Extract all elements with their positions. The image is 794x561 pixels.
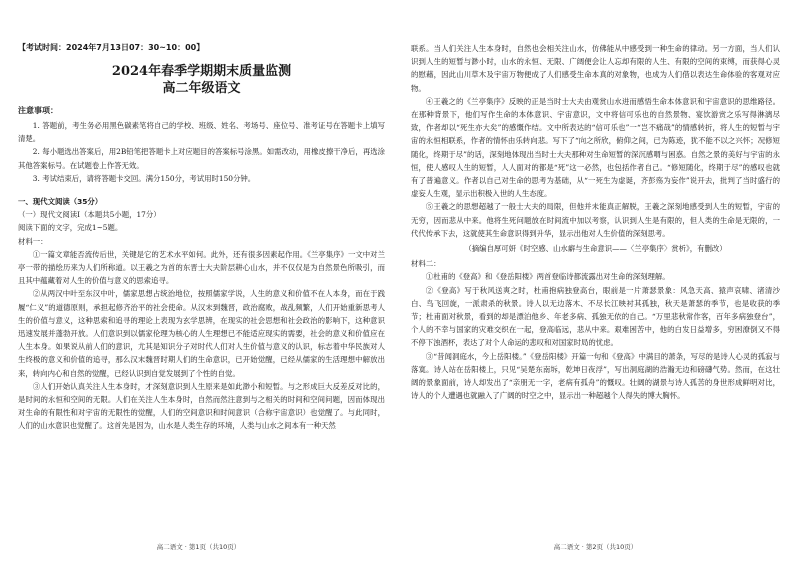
paragraph: ②从两汉中叶至东汉中叶，儒家思想占统治地位，按照儒家学说，人生的意义和价值不在人本身，而在于践履“仁义”的道德原则，承担起修齐治平的社会使命。从汉末到魏晋，政治腐败，战乱频繁，人们开始重新思考人生的价值与意义，这种思索和追寻的理论上表现为玄学思辨，在现实的社会思想和社会政治的影响下，这种意识迅速发展并蓬勃开放。人们意识到以儒家伦理为核心的人生理想已不能适应现实的需要，社会的意义和价值应在人生本身。如果说从前人们的意识，尤其是知识分子对时代人们对人生价值与意义的认识，标志着中华民族对人生终极的意义和价值的追寻，那么汉末魏晋时期人们的生命意识，已开始觉醒，已经从儒家的生活理想中解放出来，转向内心和自然的觉醒，已经认识到自觉发展到了个性的自觉。 xyxy=(18,289,385,378)
paragraph: ④王羲之的《兰亭集序》反映的正是当时士大夫由观赏山水进而感悟生命本体意识和宇宙意识的思维路径。在那种背景下，他们写作生命的本体意识、宇宙意识，文中将信可乐也的自然景物、宴饮游赏之乐写得淋漓尽致，作者却以“死生亦大矣”的感慨作结。文中所表达的“信可乐也”一“岂不痛哉”的情感转折，将人生的短暂与宇宙的永恒相联系，作者的情怀由乐转向悲。写下了“向之所欣，俯仰之间，已为陈迹，犹不能不以之兴怀；况修短随化，终期于尽”的话，深刻地体现出当时士大夫那种对生命短暂的深沉感喟与困惑。自然之景的美好与宇宙的永恒，使人感叹人生的短暂，人人面对的都是“死”这一必然，也包括作者自己。“修短随化，终期于尽”的感叹也就有了普遍意义。作者以自己对生命的思考为基础，从“一死生为虚诞，齐彭殇为妄作”说开去，批判了当时盛行的虚妄人生观，显示出积极入世的人生态度。 xyxy=(411,96,780,199)
notes-heading: 注意事项： xyxy=(18,106,58,115)
right-page xyxy=(397,0,794,561)
note-item: 2. 每小题选出答案后，用2B铅笔把答题卡上对应题目的答案标号涂黑。如需改动，用橡皮擦干净后，再选涂其他答案标号。在试题卷上作答无效。 xyxy=(18,147,385,170)
note-item: 3. 考试结束后，请将答题卡交回。满分150分，考试用时150分钟。 xyxy=(32,173,256,183)
reading-instruction: 阅读下面的文字，完成1~5题。 xyxy=(18,223,123,233)
source-reference: （摘编自厚可妍《时空感、山水癖与生命意识——〈兰亭集序〉赏析》，有删改） xyxy=(464,244,727,254)
paragraph: ①杜甫的《登高》和《登岳阳楼》两首登临诗都流露出对生命的深刻理解。 xyxy=(425,272,670,282)
section-heading: 一、现代文阅读（35分） xyxy=(18,197,103,207)
material-label: 材料一： xyxy=(18,236,48,246)
exam-time: 【考试时间：2024年7月13日07：30~10：00】 xyxy=(18,43,205,52)
material-label: 材料二： xyxy=(411,259,441,269)
note-item: 1. 答题前，考生务必用黑色碳素笔将自己的学校、班级、姓名、考场号、座位号、准考证号在答题卡上填写清楚。 xyxy=(18,121,385,144)
paragraph: ①一篇文章能否流传后世，关键是它的艺术水平如何。此外，还有很多因素起作用。《兰亭集序》一文中对兰亭一带的描绘历来为人们所称道。以王羲之为首的东晋士大夫阶层耕心山水，并不仅仅是为自然景色所吸引，而且其中蕴藏着对人生的价值与意义的思索追寻。 xyxy=(18,249,385,286)
exam-subtitle: 高二年级语文 xyxy=(162,81,241,96)
subsection-heading: （一）现代文阅读Ⅰ（本题共5小题，17分） xyxy=(18,210,161,220)
paragraph: ⑤王羲之的思想超越了一般士大夫的局限，但他并未能真正解脱，王羲之深刻地感受到人生的短暂，宇宙的无穷，因而悲从中来。他将生死问题放在时间流中加以考察，认识到人生是有限的，但人类的生命是无限的，一代代传承下去，这就使其生命意识得到升华，显示出他对人生价值的深刻思考。 xyxy=(411,202,780,238)
paragraph: ②《登高》写于秋风送爽之时，杜甫抱病独登高台，眼前是一片萧瑟景象：风急天高、猿声哀啸、渚清沙白、鸟飞回旋，一派肃杀的秋景。诗人以无边落木、不尽长江映衬其孤独，秋天是萧瑟的季节，也是收获的季节；杜甫面对秋景，看到的却是漂泊他乡、年老多病、孤独无依的自己。“万里悲秋常作客，百年多病独登台”，个人的不幸与国家的灾难交织在一起，登高临远，悲从中来。艰难困苦中，他的白发日益增多，穷困潦倒又不得不停下浊酒杯，表达了对个人命运的悲叹和对国家时局的忧虑。 xyxy=(411,285,780,348)
paragraph: 联系。当人们关注人生本身时，自然也会相关注山水，仿佛能从中感受到一种生命的律动。另一方面，当人们认识到人生的短暂与渺小时，山水的永恒、无限、广阔便会让人忘却有限的人生、有限的空间的束缚，而获得心灵的慰藉，因此山川草木及宇宙万物便成了人们感受生命本真的对象物，也成为人们借以表达生命体验的客观对应物。 xyxy=(411,44,780,93)
page-footer: 高二语文 · 第1页（共10页） xyxy=(156,543,241,551)
page-footer: 高二语文 · 第2页（共10页） xyxy=(553,543,638,551)
paragraph: ③“昔闻洞庭水，今上岳阳楼。”《登岳阳楼》开篇一句和《登高》中满目的萧条，写尽的是诗人心灵的孤寂与落寞。诗人站在岳阳楼上，只见“吴楚东南坼，乾坤日夜浮”，写出洞庭湖的浩瀚无边和磅礴气势。然而，在这壮阔的景象面前，诗人却发出了“亲朋无一字，老病有孤舟”的慨叹。壮阔的湖景与诗人孤苦的身世形成鲜明对比，诗人的个人遭遇也就融入了广阔的时空之中，显示出一种超越个人得失的博大胸怀。 xyxy=(411,351,780,401)
paragraph: ③人们开始认真关注人生本身时，才深刻意识到人生原来是如此渺小和短暂。与之形成巨大反差反对比的，是时间的永恒和空间的无限。人们在关注人生本身时，自然而然注意到与之相关的时间和空间问题，因而体现出对生命的有限性和对宇宙的无限性的觉醒，人们的空间意识和时间意识（合称宇宙意识）也觉醒了。与此同时，人们的山水意识也觉醒了。这首先是因为，山水是人类生存的环境，人类与山水之间本有一种天然 xyxy=(18,381,385,431)
exam-title: 2024年春季学期期末质量监测 xyxy=(111,64,292,79)
